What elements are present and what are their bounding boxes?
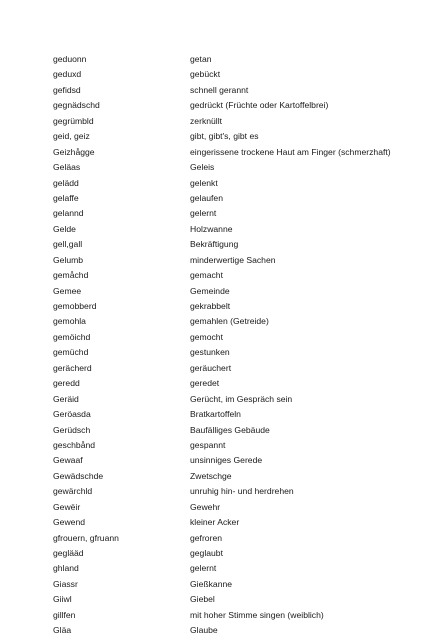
glossary-row	[53, 83, 413, 98]
standard-meaning: Gießkanne	[190, 578, 233, 589]
glossary-row	[53, 253, 413, 268]
dialect-term: gelannd	[53, 208, 84, 219]
standard-meaning: gelernt	[190, 208, 217, 219]
dialect-term: Geräid	[53, 393, 79, 404]
standard-meaning: geglaubt	[190, 548, 223, 558]
standard-meaning: gedrückt (Früchte oder Kartoffelbrei)	[190, 100, 329, 111]
glossary-row	[53, 345, 413, 360]
dialect-term: gell,gall	[53, 239, 83, 250]
glossary-row	[53, 160, 413, 175]
dialect-term: Gewëir	[53, 501, 81, 512]
dialect-term: gelädd	[53, 177, 79, 188]
standard-meaning: Giebel	[190, 594, 215, 605]
dialect-term: gelaffe	[53, 192, 79, 203]
glossary-row	[53, 608, 413, 623]
glossary-row	[53, 438, 413, 453]
glossary-row	[53, 314, 413, 329]
glossary-row	[53, 407, 413, 422]
dialect-term: Gelumb	[53, 254, 84, 265]
standard-meaning: gestunken	[190, 347, 230, 358]
dialect-term: geglääd	[53, 548, 84, 558]
standard-meaning: kleiner Acker	[190, 517, 240, 528]
glossary-row	[53, 592, 413, 607]
glossary-row	[53, 561, 413, 576]
dialect-term: Geröasda	[53, 409, 91, 420]
glossary-row	[53, 191, 413, 206]
glossary-row	[53, 67, 413, 82]
dialect-term: gfrouern, gfruann	[53, 532, 119, 543]
dialect-term: gemüchd	[53, 347, 89, 358]
glossary-row	[53, 531, 413, 546]
dialect-term: gemobberd	[53, 301, 97, 311]
glossary-row	[53, 114, 413, 129]
dialect-term: Gewädschde	[53, 470, 104, 481]
standard-meaning: Bekräftigung	[190, 239, 239, 250]
dialect-term: gefidsd	[53, 84, 81, 95]
glossary-row	[53, 500, 413, 515]
glossary-row	[53, 515, 413, 530]
standard-meaning: gefroren	[190, 532, 223, 543]
standard-meaning: minderwertige Sachen	[190, 254, 276, 265]
standard-meaning: Gewehr	[190, 501, 221, 512]
glossary-row	[53, 392, 413, 407]
dialect-term: gerächerd	[53, 362, 92, 373]
dialect-term: Gläa	[53, 625, 72, 636]
glossary-row	[53, 222, 413, 237]
glossary-row	[53, 546, 413, 561]
glossary-row	[53, 361, 413, 376]
dialect-term: gemåchd	[53, 270, 89, 281]
standard-meaning: unruhig hin- und herdrehen	[190, 486, 294, 497]
standard-meaning: getan	[190, 54, 212, 64]
standard-meaning: Geleis	[190, 162, 215, 173]
standard-meaning: gespannt	[190, 439, 226, 450]
standard-meaning: mit hoher Stimme singen (weiblich)	[190, 609, 324, 620]
standard-meaning: schnell gerannt	[190, 84, 249, 95]
glossary-row	[53, 376, 413, 391]
glossary-row	[53, 577, 413, 592]
dialect-term: gegnädschd	[53, 100, 100, 111]
standard-meaning: gemocht	[190, 331, 223, 342]
standard-meaning: gebückt	[190, 69, 221, 80]
standard-meaning: zerknüllt	[190, 115, 222, 126]
dialect-term: Gewaaf	[53, 455, 83, 466]
dialect-term: Gemee	[53, 285, 82, 296]
standard-meaning: gekrabbelt	[190, 301, 231, 311]
glossary-row	[53, 52, 413, 67]
glossary-row	[53, 237, 413, 252]
dialect-term: Giassr	[53, 578, 78, 589]
dialect-term: geschbånd	[53, 439, 96, 450]
dialect-term: gewärchld	[53, 486, 93, 497]
glossary-row	[53, 206, 413, 221]
standard-meaning: eingerissene trockene Haut am Finger (schmerzhaft)	[190, 146, 391, 157]
dialect-term: geduonn	[53, 54, 87, 64]
glossary-row	[53, 330, 413, 345]
standard-meaning: gemahlen (Getreide)	[190, 316, 269, 327]
dialect-term: gemöichd	[53, 331, 91, 342]
standard-meaning: gelaufen	[190, 192, 223, 203]
dialect-term: geduxd	[53, 69, 82, 80]
glossary-row	[53, 284, 413, 299]
glossary-row	[53, 469, 413, 484]
dialect-term: gegrümbld	[53, 115, 94, 126]
standard-meaning: Zwetschge	[190, 470, 232, 481]
standard-meaning: gemacht	[190, 270, 223, 281]
glossary-row	[53, 176, 413, 191]
glossary-row	[53, 98, 413, 113]
dialect-term: Gelde	[53, 223, 76, 234]
dialect-term: ghland	[53, 563, 79, 574]
standard-meaning: Glaube	[190, 625, 218, 636]
standard-meaning: geräuchert	[190, 362, 232, 373]
dialect-term: Giiwl	[53, 594, 72, 605]
standard-meaning: Baufälliges Gebäude	[190, 424, 270, 435]
dialect-term: Gerüdsch	[53, 424, 91, 435]
dialect-term: gillfen	[53, 609, 76, 620]
standard-meaning: Bratkartoffeln	[190, 409, 241, 420]
dialect-term: Geizhågge	[53, 146, 95, 157]
glossary-row	[53, 423, 413, 438]
standard-meaning: Holzwanne	[190, 223, 233, 234]
dialect-term: Geläas	[53, 162, 81, 173]
standard-meaning: unsinniges Gerede	[190, 455, 263, 466]
glossary-row	[53, 268, 413, 283]
glossary-row	[53, 145, 413, 160]
dialect-term: gemohla	[53, 316, 86, 327]
dialect-term: geid, geiz	[53, 131, 90, 142]
glossary-row	[53, 484, 413, 499]
standard-meaning: gibt, gibt's, gibt es	[190, 131, 259, 142]
standard-meaning: Gemeinde	[190, 285, 230, 296]
glossary-row	[53, 453, 413, 468]
glossary-row	[53, 129, 413, 144]
glossary-list	[53, 52, 413, 639]
standard-meaning: gelenkt	[190, 177, 218, 188]
dialect-term: Gewend	[53, 517, 86, 528]
standard-meaning: geredet	[190, 378, 220, 389]
glossary-row	[53, 299, 413, 314]
glossary-row	[53, 623, 413, 638]
standard-meaning: gelernt	[190, 563, 217, 574]
dialect-term: geredd	[53, 378, 80, 389]
standard-meaning: Gerücht, im Gespräch sein	[190, 393, 293, 404]
